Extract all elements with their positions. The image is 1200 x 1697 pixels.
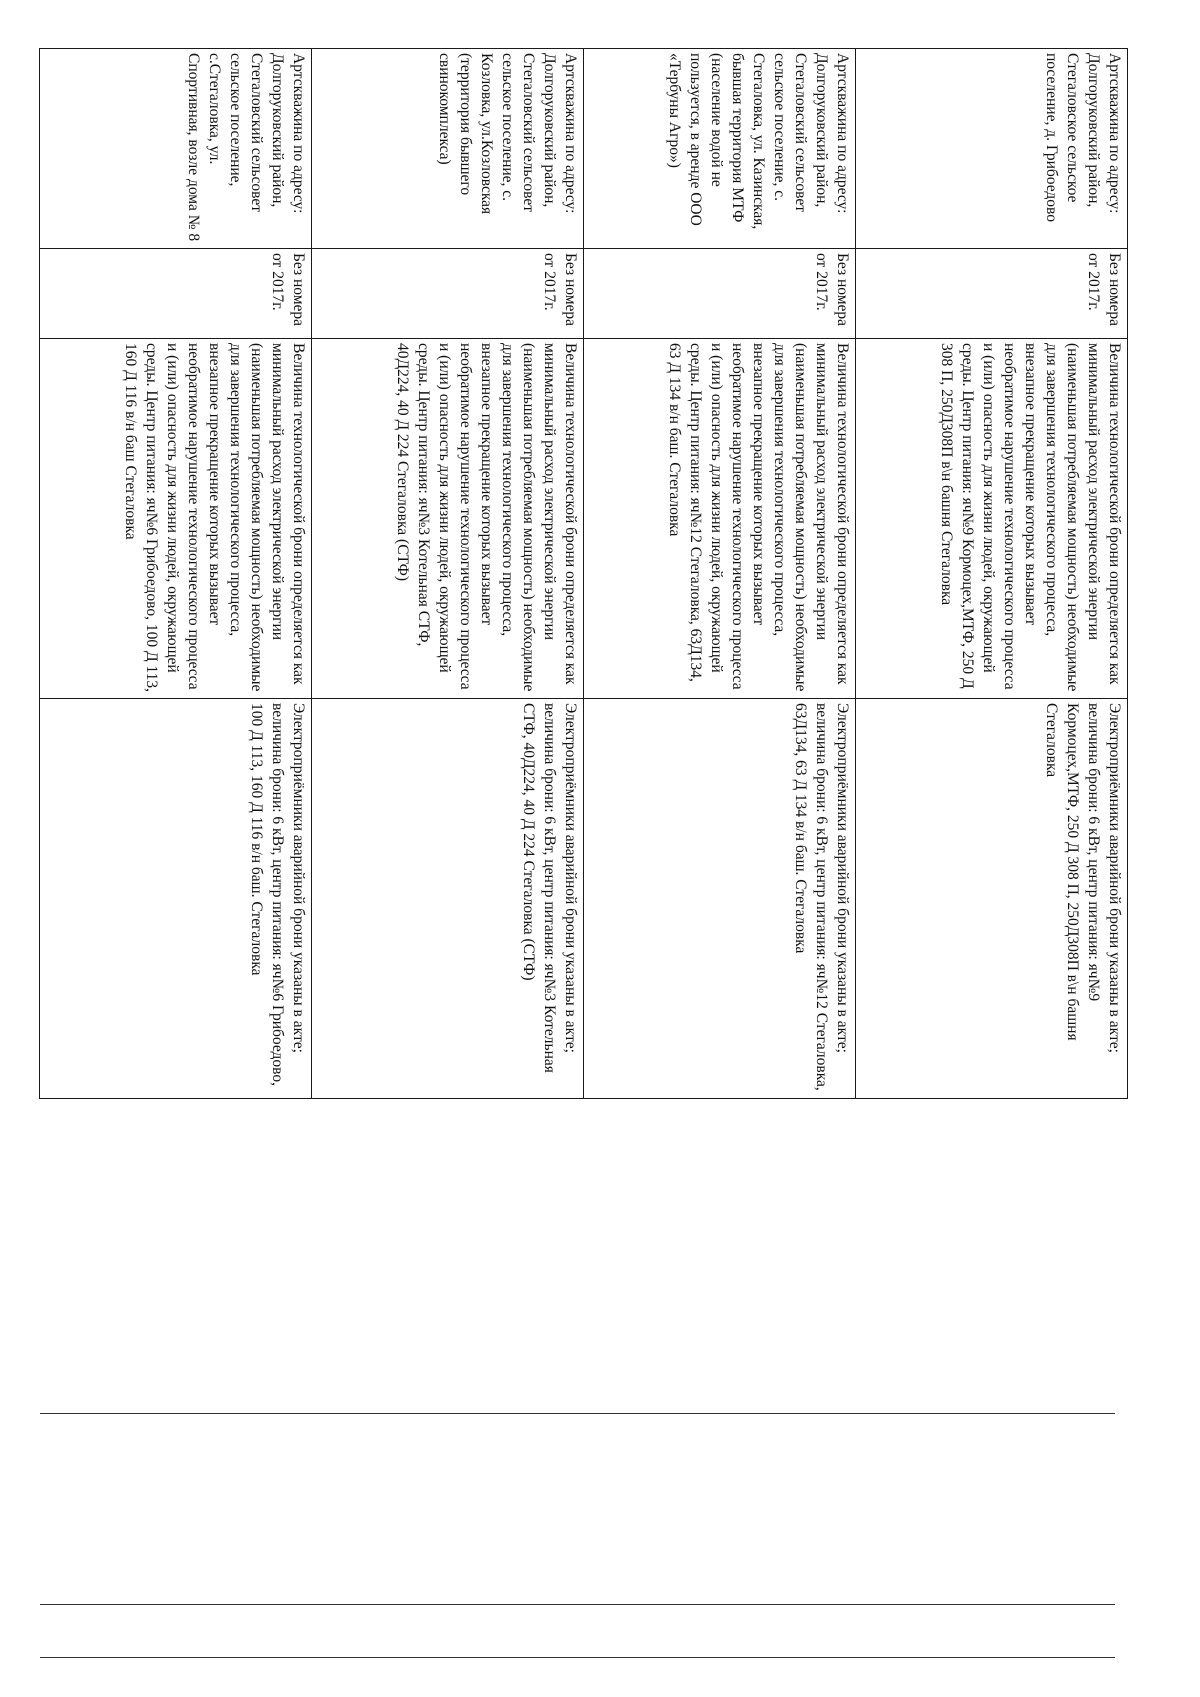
- emergency-reserve-cell: Электроприёмники аварийной брони указаны в акте; величина брони: 6 кВт, центр питания: яч№12 Стегаловка, 63Д134, 63 Д 134 в/н баш. Стегаловка: [584, 699, 856, 1099]
- tech-reserve-cell: Величина технологической брони определяется как минимальный расход электрической энергии (наименьшая потребляемая мощность) необходимые для завершения технологического процесса, внезапное прекращение которых вызывает необратимое нарушение технологического процесса и (или) опасность для жизни людей, окружающей среды. Центр питания: яч№3 Котельная СТФ, 40Д224, 40 Д 224 Стегаловка (СТФ): [312, 339, 584, 699]
- horizontal-rule: [40, 1413, 1115, 1414]
- emergency-reserve-cell: Электроприёмники аварийной брони указаны в акте; величина брони: 6 кВт, центр питания: яч№3 Котельная СТФ, 40Д224, 40 Д 224 Стегаловка (СТФ): [312, 699, 584, 1099]
- act-number-cell: Без номера от 2017г.: [584, 249, 856, 339]
- object-address-cell: Артскважина по адресу: Долгоруковский район, Стегаловский сельсовет сельское поселение, с. Козловка, ул.Козловская (территория бывшего свинокомплекса): [312, 49, 584, 249]
- horizontal-rule: [40, 1657, 1115, 1658]
- object-address-cell: Артскважина по адресу: Долгоруковский район, Стегаловское сельское поселение, д. Грибоедово: [856, 49, 1128, 249]
- horizontal-rule: [40, 1604, 1115, 1605]
- act-number-cell: Без номера от 2017г.: [312, 249, 584, 339]
- table-row: [40, 49, 312, 1099]
- reserve-acts-table: [39, 48, 1128, 1099]
- rotated-table-container: [40, 48, 1128, 1098]
- table-row: [584, 49, 856, 1099]
- emergency-reserve-cell: Электроприёмники аварийной брони указаны в акте; величина брони: 6 кВт, центр питания: яч№9 Кормоцех,МТФ, 250 Д 308 П, 250Д308П в\н башня Стегаловка: [856, 699, 1128, 1099]
- act-number-cell: Без номера от 2017г.: [856, 249, 1128, 339]
- tech-reserve-cell: Величина технологической брони определяется как минимальный расход электрической энергии (наименьшая потребляемая мощность) необходимые для завершения технологического процесса, внезапное прекращение которых вызывает необратимое нарушение технологического процесса и (или) опасность для жизни людей, окружающей среды. Центр питания: яч№9 Кормоцех,МТФ, 250 Д 308 П, 250Д308П в\н башня Стегаловка: [856, 339, 1128, 699]
- object-address-cell: Артскважина по адресу: Долгоруковский район, Стегаловский сельсовет сельское поселение, с. Стегаловка, ул. Казинская, бывшая территория МТФ (население водой не пользуется, в аренде ООО «Тербуны Агро»): [584, 49, 856, 249]
- tech-reserve-cell: Величина технологической брони определяется как минимальный расход электрической энергии (наименьшая потребляемая мощность) необходимые для завершения технологического процесса, внезапное прекращение которых вызывает необратимое нарушение технологического процесса и (или) опасность для жизни людей, окружающей среды. Центр питания: яч№12 Стегаловка, 63Д134, 63 Д 134 в/н баш. Стегаловка: [584, 339, 856, 699]
- emergency-reserve-cell: Электроприёмники аварийной брони указаны в акте; величина брони: 6 кВт, центр питания: яч№6 Грибоедово, 100 Д 113, 160 Д 116 в/н баш. Стегаловка: [40, 699, 312, 1099]
- table-row: [856, 49, 1128, 1099]
- object-address-cell: Артскважина по адресу: Долгоруковский район, Стегаловский сельсовет сельское поселение, с.Стегаловка, ул. Спортивная, возле дома № 8: [40, 49, 312, 249]
- tech-reserve-cell: Величина технологической брони определяется как минимальный расход электрической энергии (наименьшая потребляемая мощность) необходимые для завершения технологического процесса, внезапное прекращение которых вызывает необратимое нарушение технологического процесса и (или) опасность для жизни людей, окружающей среды. Центр питания: яч№6 Грибоедово, 100 Д 113, 160 Д 116 в/н баш Стегаловка: [40, 339, 312, 699]
- act-number-cell: Без номера от 2017г.: [40, 249, 312, 339]
- table-row: [312, 49, 584, 1099]
